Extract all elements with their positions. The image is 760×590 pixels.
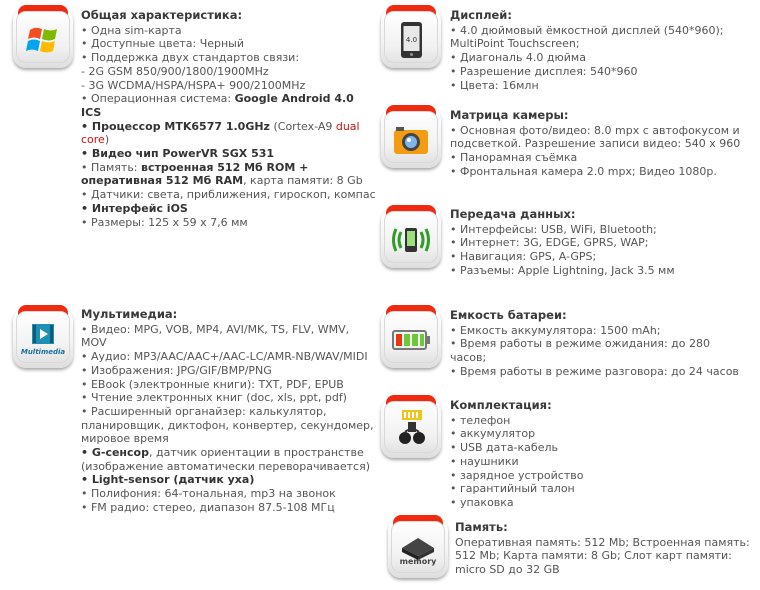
cpu-close: ): [104, 133, 110, 147]
cpu-rest: (Cortex-A9: [269, 119, 336, 133]
multimedia-line: • Полифония: 64-тональная, mp3 на звонок: [81, 487, 336, 501]
display-line: • 4.0 дюймовый ёмкостной дисплей (540*960);: [450, 23, 724, 37]
memory-title: Память:: [455, 520, 508, 534]
camera-title: Матрица камеры:: [450, 108, 569, 122]
camera-section: [450, 109, 740, 179]
windows-logo-icon: [13, 8, 73, 68]
battery-section: [450, 309, 739, 379]
phone-display-icon: [381, 8, 441, 68]
general-title: Общая характеристика:: [81, 8, 243, 22]
multimedia-line: • EBook (электронные книги): TXT, PDF, EPUB: [81, 377, 344, 391]
multimedia-line: • Расширенный органайзер: калькулятор,: [81, 404, 327, 418]
multimedia-line: • FM радио: стерео, диапазон 87.5-108 МГц: [81, 500, 335, 514]
multimedia-gsensor: [81, 446, 374, 460]
package-item: • зарядное устройство: [450, 468, 584, 482]
package-item: • USB дата-кабель: [450, 441, 558, 455]
general-wcdma: - 3G WCDMA/HSPA/HSPA+ 900/2100MHz: [81, 78, 306, 92]
general-os-cont: ICS: [81, 105, 102, 119]
multimedia-line: мировое время: [81, 432, 169, 446]
cpu-value: • Процессор MTK6577 1.0GHz: [81, 119, 270, 133]
multimedia-line: • Аудио: MP3/AAC/AAC+/AAC-LC/AMR-NB/WAV/MIDI: [81, 350, 368, 364]
os-label: • Операционная система:: [81, 92, 235, 106]
mem-ram: оперативная 512 Мб RAM: [81, 174, 244, 188]
svg-text:4.0: 4.0: [405, 36, 418, 44]
battery-line: • Время работы в режиме ожидания: до 280: [450, 337, 710, 351]
memory-icon-label: memory: [399, 557, 437, 566]
wireless-phone-icon: [381, 208, 441, 268]
memory-line: 512 Mb; Карта памяти: 8 Gb; Слот карт памяти:: [455, 549, 732, 563]
package-item: • упаковка: [450, 495, 514, 509]
multimedia-light-sensor: • Light-sensor (датчик уха): [81, 473, 255, 487]
general-memory-cont: [81, 174, 376, 188]
package-item: • гарантийный талон: [450, 482, 575, 496]
general-cpu-cont: [81, 133, 376, 147]
memory-section: [455, 521, 750, 577]
cpu-core: core: [81, 133, 105, 147]
camera-line: • Панорамная съёмка: [450, 151, 578, 165]
general-sim: • Одна sim-карта: [81, 23, 182, 37]
multimedia-line: • Изображения: JPG/GIF/BMP/PNG: [81, 363, 272, 377]
gsensor-label: • G-сенсор: [81, 446, 149, 460]
general-size: • Размеры: 125 x 59 x 7,6 мм: [81, 215, 248, 229]
data-transfer-title: Передача данных:: [450, 207, 576, 221]
multimedia-film-icon: [13, 308, 73, 368]
general-os: [81, 92, 376, 106]
display-title: Дисплей:: [450, 8, 512, 22]
general-memory: [81, 161, 376, 175]
os-value: Google Android 4.0: [234, 92, 354, 106]
general-ui: • Интерфейс iOS: [81, 201, 188, 215]
camera-line: • Основная фото/видео: 8.0 mpx с автофокусом и: [450, 123, 740, 137]
display-line: • Диагональ 4.0 дюйма: [450, 51, 586, 65]
general-section: [81, 9, 376, 229]
camera-icon: [381, 108, 441, 168]
mem-label: • Память:: [81, 160, 142, 174]
mem-rest: , карта памяти: 8 Gb: [243, 174, 363, 188]
multimedia-line: • Чтение электронных книг (doc, xls, ppt, pdf): [81, 391, 347, 405]
general-cpu: [81, 120, 376, 134]
multimedia-title: Мультимедиа:: [81, 307, 178, 321]
battery-title: Емкость батареи:: [450, 308, 567, 322]
general-standards: • Поддержка двух стандартов связи:: [81, 51, 300, 65]
data-transfer-line: • Навигация: GPS, A-GPS;: [450, 250, 597, 264]
multimedia-line: планировщик, диктофон, конвертер, секундомер,: [81, 418, 374, 432]
display-line: MultiPoint Touchscreen;: [450, 37, 580, 51]
battery-line: • Емкость аккумулятора: 1500 mAh;: [450, 323, 661, 337]
display-section: [450, 9, 724, 92]
multimedia-icon-label: Multimedia: [20, 348, 66, 356]
package-item: • аккумулятор: [450, 427, 536, 441]
general-sensors: • Датчики: света, приближения, гироскоп, компас: [81, 188, 376, 202]
data-transfer-line: • Интернет: 3G, EDGE, GPRS, WAP;: [450, 236, 649, 250]
camera-line: подсветкой. Разрешение записи видео: 540 х 960: [450, 137, 741, 151]
memory-line: micro SD до 32 GB: [455, 563, 560, 577]
multimedia-section: [81, 308, 374, 515]
package-icon: [381, 398, 441, 458]
package-item: • наушники: [450, 454, 519, 468]
gsensor-rest: , датчик ориентации в пространстве: [149, 446, 364, 460]
general-gsm: - 2G GSM 850/900/1800/1900MHz: [81, 64, 269, 78]
battery-icon: [381, 308, 441, 368]
battery-line: • Время работы в режиме разговора: до 24 часов: [450, 364, 739, 378]
general-colors: • Доступные цвета: Черный: [81, 37, 245, 51]
multimedia-line: (изображение автоматически переворачивается): [81, 459, 371, 473]
multimedia-line: MOV: [81, 336, 107, 350]
battery-line: часов;: [450, 351, 487, 365]
multimedia-line: • Видео: MPG, VOB, MP4, AVI/MK, TS, FLV, WMV,: [81, 322, 350, 336]
display-line: • Разрешение дисплея: 540*960: [450, 64, 638, 78]
memory-line: Оперативная память: 512 Mb; Встроенная память:: [455, 535, 750, 549]
data-transfer-line: • Разъемы: Apple Lightning, Jack 3.5 мм: [450, 263, 675, 277]
data-transfer-line: • Интерфейсы: USB, WiFi, Bluetooth;: [450, 222, 657, 236]
camera-line: • Фронтальная камера 2.0 mpx; Видео 1080p.: [450, 164, 717, 178]
mem-rom: встроенная 512 Мб ROM +: [141, 160, 309, 174]
memory-chip-icon: [388, 518, 448, 578]
display-line: • Цвета: 16млн: [450, 78, 539, 92]
package-section: [450, 399, 583, 510]
package-item: • телефон: [450, 413, 511, 427]
data-transfer-section: [450, 208, 675, 278]
general-gpu: • Видео чип PowerVR SGX 531: [81, 147, 275, 161]
cpu-dual: dual: [335, 119, 360, 133]
package-title: Комплектация:: [450, 398, 552, 412]
